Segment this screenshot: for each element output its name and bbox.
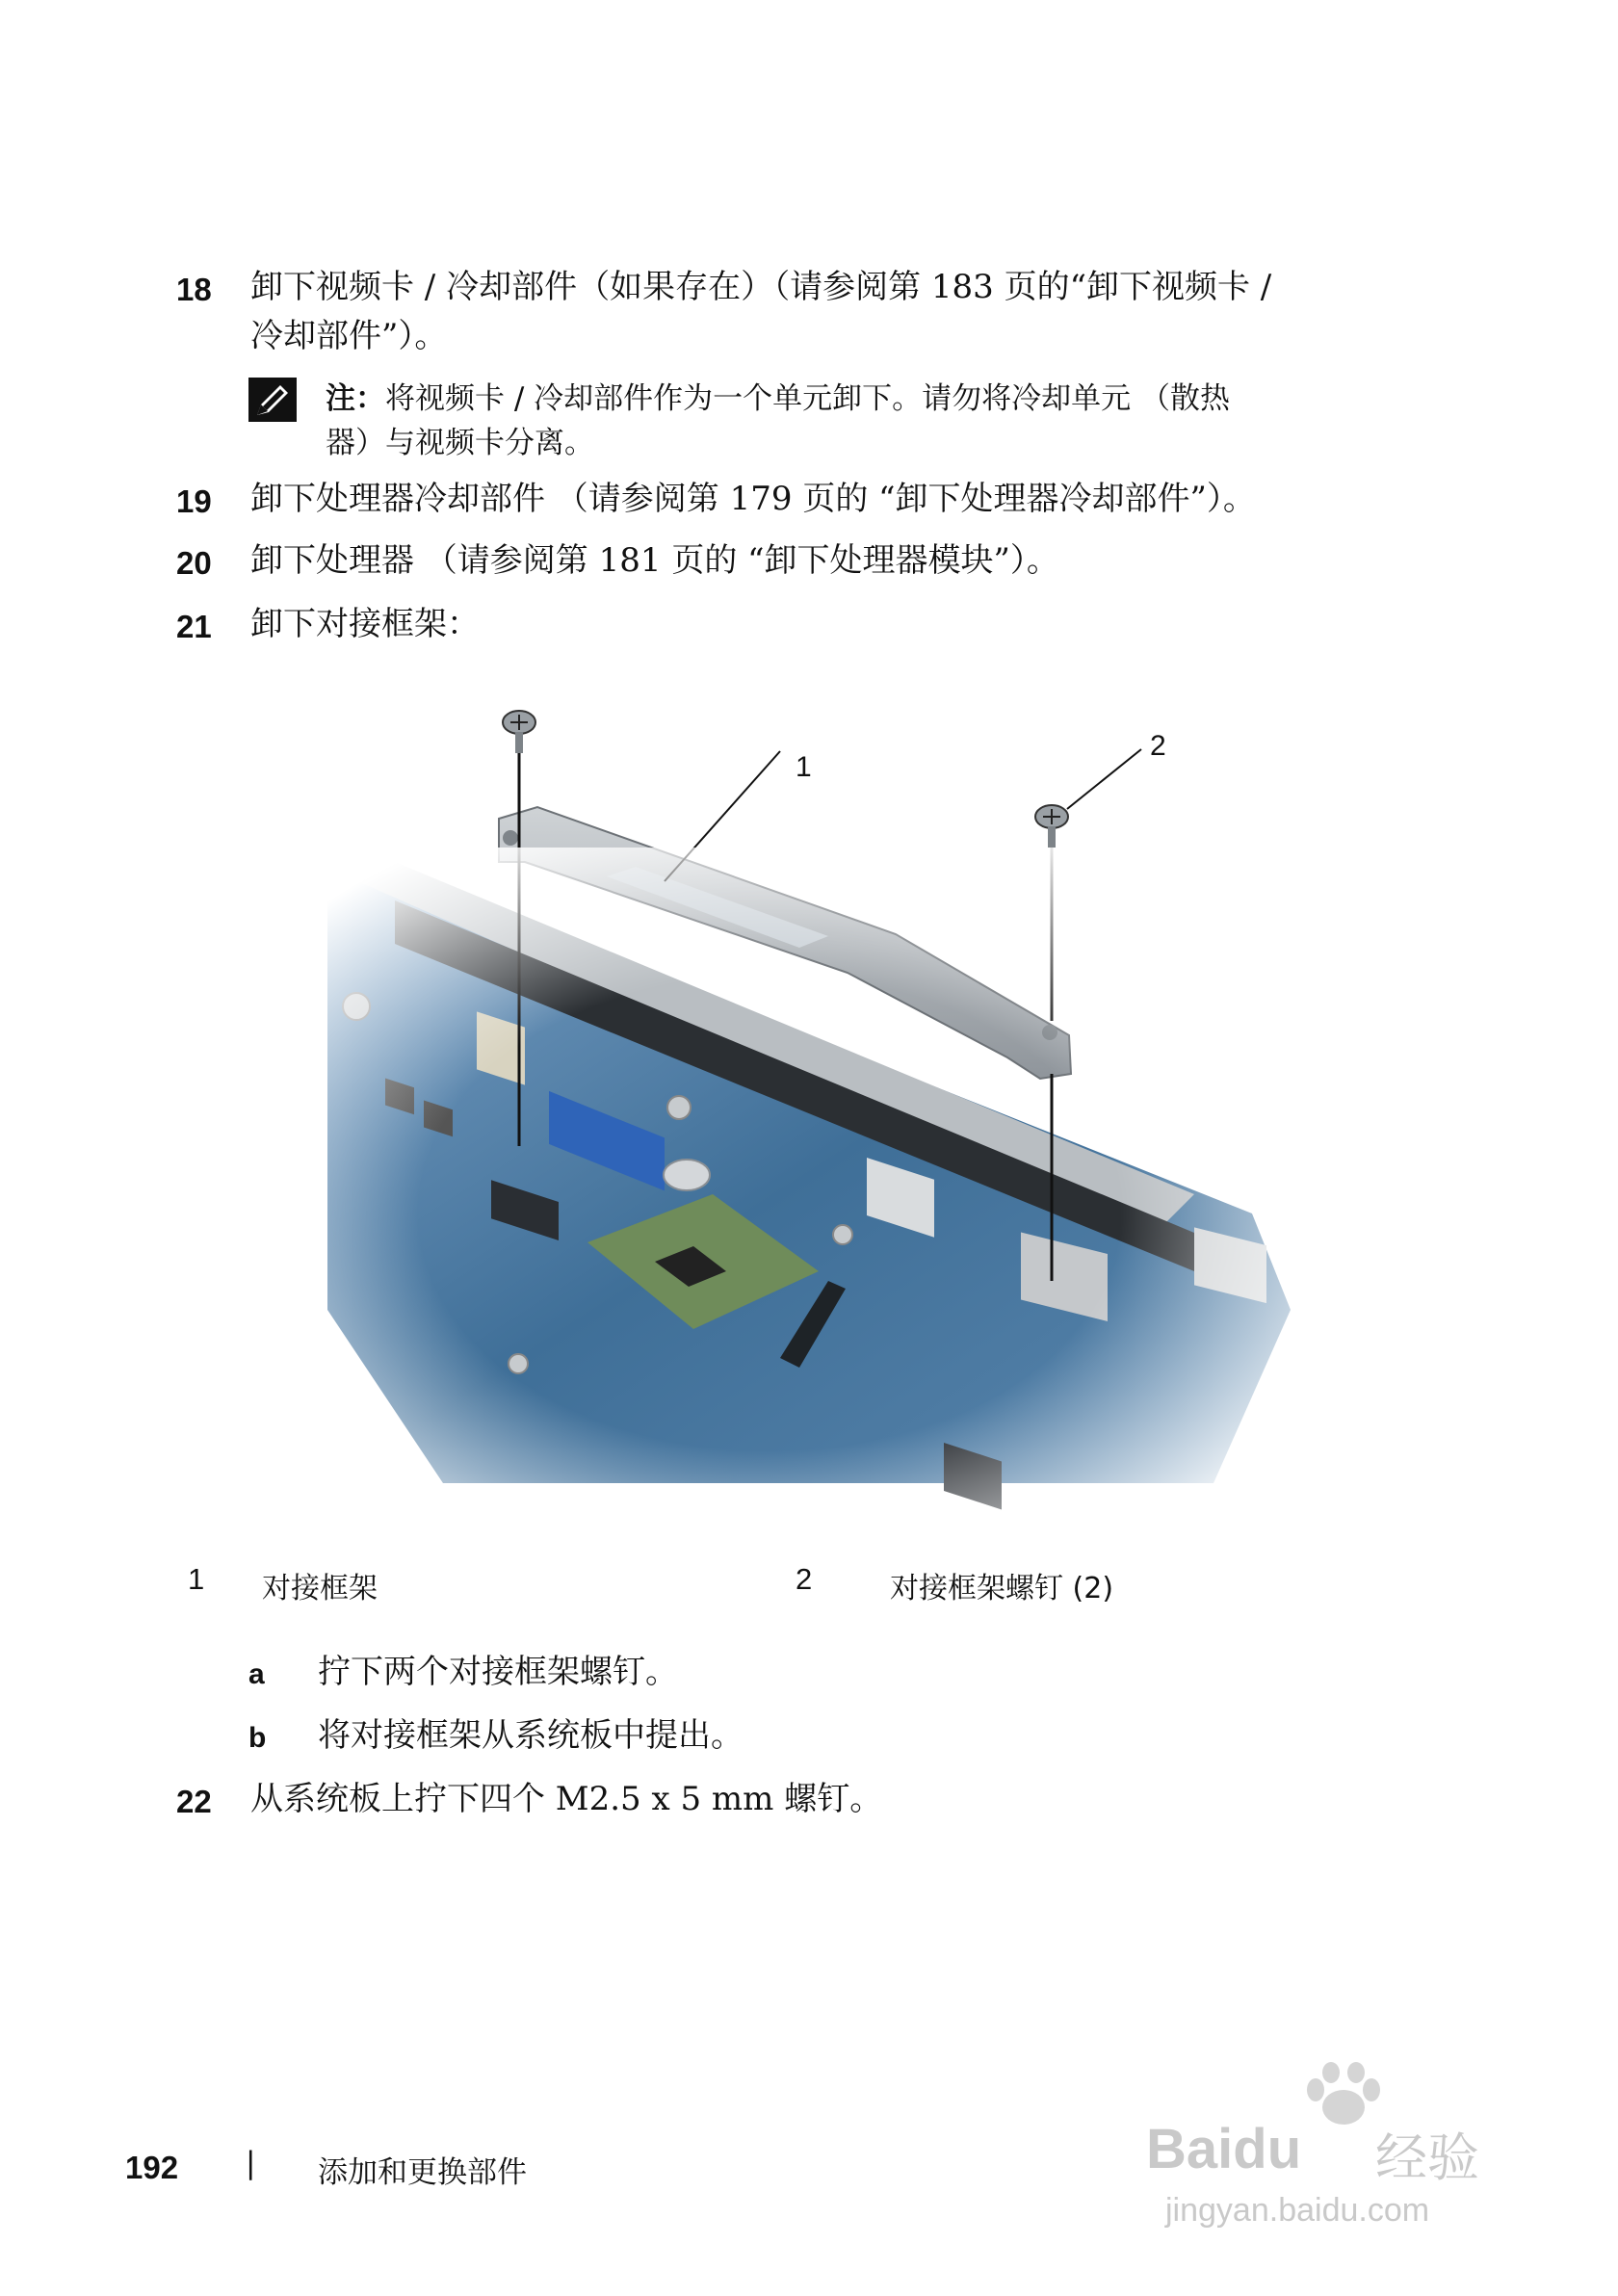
step-text: 从系统板上拧下四个 M2.5 x 5 mm 螺钉。 (250, 1780, 883, 1818)
note-text: 将视频卡 / 冷却部件作为一个单元卸下。请勿将冷却单元 （散热 (385, 381, 1231, 416)
step-text: 冷却部件”）。 (250, 317, 448, 355)
page-number: 192 (125, 2150, 179, 2185)
note-line (326, 376, 1230, 422)
callout-2: 2 (1150, 730, 1166, 762)
frame-screw-hole (503, 830, 518, 846)
watermark-brand-text: du (1233, 2118, 1302, 2180)
step-text: 卸下对接框架： (250, 605, 480, 643)
substep-text: 将对接框架从系统板中提出。 (318, 1716, 744, 1755)
note-label: 注： (326, 381, 385, 416)
callout-1: 1 (796, 751, 812, 783)
callout-leader-2 (1067, 749, 1141, 809)
note-text: 器）与视频卡分离。 (326, 426, 594, 460)
docking-frame-figure (327, 693, 1310, 1512)
step-number: 22 (176, 1784, 212, 1819)
caption-number: 1 (188, 1562, 205, 1596)
section-title: 添加和更换部件 (318, 2155, 527, 2190)
step-text: 卸下处理器冷却部件 （请参阅第 179 页的 “卸下处理器冷却部件”）。 (250, 480, 1256, 518)
watermark-url: jingyan.baidu.com (1165, 2192, 1430, 2229)
step-text: 卸下处理器 （请参阅第 181 页的 “卸下处理器模块”）。 (250, 541, 1059, 580)
note-icon (248, 378, 297, 422)
caption-label: 对接框架 (262, 1572, 378, 1605)
substep-text: 拧下两个对接框架螺钉。 (318, 1653, 678, 1691)
step-number: 21 (176, 609, 212, 644)
substep-letter: b (248, 1722, 267, 1754)
caption-label: 对接框架螺钉 (2) (890, 1572, 1114, 1605)
watermark-brand-text: Bai (1146, 2118, 1234, 2180)
watermark-product: 经验 (1375, 2127, 1479, 2188)
caption-number: 2 (796, 1562, 813, 1596)
baidu-watermark (1146, 2061, 1551, 2254)
step-number: 18 (176, 272, 212, 307)
step-number: 19 (176, 483, 212, 519)
footer-separator: | (246, 2146, 256, 2180)
paw-icon (1300, 2061, 1387, 2128)
step-text: 卸下视频卡 / 冷却部件（如果存在）（请参阅第 183 页的“卸下视频卡 / (250, 268, 1272, 306)
watermark-brand (1146, 2117, 1301, 2181)
substep-letter: a (248, 1658, 265, 1690)
step-number: 20 (176, 545, 212, 581)
